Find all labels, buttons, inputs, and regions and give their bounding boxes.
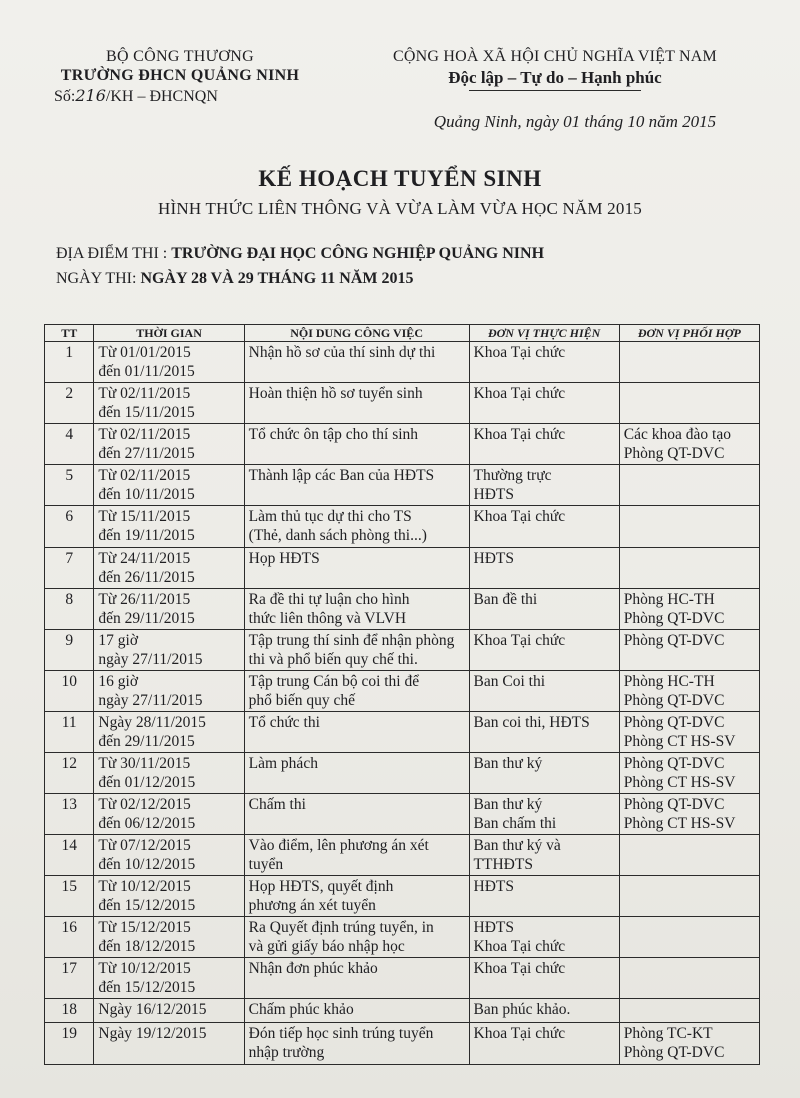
cell-time-line-2: đến 27/11/2015 [98,445,195,462]
cell-unit-line-1: Ban đề thi [473,591,538,608]
cell-time-line-1: Ngày 16/12/2015 [98,1001,207,1018]
cell-unit [469,794,619,835]
table-row [45,630,760,671]
cell-task-line-2: nhập trường [248,1044,325,1061]
cell-coop [619,383,759,424]
document-number [40,86,320,106]
cell-task-line-2: và gửi giấy báo nhập học [248,938,405,955]
cell-unit-line-1: Khoa Tại chức [473,1025,566,1042]
issue-date: Quảng Ninh, ngày 01 tháng 10 năm 2015 [433,112,717,131]
cell-unit-line-1: Khoa Tại chức [473,960,566,977]
cell-task [244,671,469,712]
cell-time-line-1: Từ 02/12/2015 [98,796,191,813]
cell-coop [619,999,759,1023]
cell-coop [619,835,759,876]
cell-tt-line-1: 2 [65,385,74,402]
cell-time-line-2: đến 15/12/2015 [98,897,196,914]
table-row [45,1023,760,1065]
document-subtitle: HÌNH THỨC LIÊN THÔNG VÀ VỪA LÀM VỪA HỌC NĂM 2015 [158,199,642,218]
cell-task [244,589,469,630]
cell-task [244,383,469,424]
cell-tt [45,630,94,671]
cell-task-line-2: phổ biến quy chế [248,692,355,709]
cell-tt [45,465,94,506]
cell-coop-line-1: Phòng HC-TH [623,673,715,690]
cell-unit [469,506,619,548]
cell-coop [619,342,759,383]
cell-coop-line-1: Phòng QT-DVC [623,796,725,813]
cell-task-line-1: Chấm thi [248,796,306,813]
cell-time-line-1: Từ 02/11/2015 [98,426,191,443]
cell-time-line-2: ngày 27/11/2015 [98,651,203,668]
cell-task-line-1: Ra Quyết định trúng tuyển, in [248,919,434,936]
table-row [45,753,760,794]
header-unit: ĐƠN VỊ THỰC HIỆN [469,325,619,342]
cell-tt [45,958,94,999]
cell-time-line-2: đến 29/11/2015 [98,610,195,627]
cell-unit-line-1: Khoa Tại chức [473,344,566,361]
cell-tt [45,671,94,712]
cell-task-line-1: Tổ chức ôn tập cho thí sinh [248,426,419,443]
table-row [45,671,760,712]
cell-tt-line-1: 14 [61,837,77,854]
cell-coop-line-2: Phòng QT-DVC [623,692,725,709]
cell-tt [45,712,94,753]
cell-task [244,630,469,671]
cell-time-line-2: đến 18/12/2015 [98,938,196,955]
cell-tt-line-1: 1 [65,344,74,361]
national-header [340,48,770,91]
cell-time [94,383,244,424]
cell-task-line-2: thi và phổ biến quy chế thi. [248,651,418,668]
cell-task-line-1: Tổ chức thi [248,714,320,731]
cell-tt [45,753,94,794]
table-row [45,342,760,383]
cell-time-line-2: đến 29/11/2015 [98,733,195,750]
cell-time-line-1: Từ 15/11/2015 [98,508,191,525]
cell-task-line-1: Ra đề thi tự luận cho hình [248,591,410,608]
cell-task-line-1: Làm phách [248,755,318,772]
cell-task-line-1: Nhận hồ sơ của thí sinh dự thi [248,344,436,361]
cell-tt-line-1: 8 [65,591,74,608]
cell-coop [619,1023,759,1065]
cell-time-line-2: đến 06/12/2015 [98,815,196,832]
cell-tt [45,794,94,835]
country-name: CỘNG HOÀ XÃ HỘI CHỦ NGHĨA VIỆT NAM [393,48,717,65]
table-row [45,506,760,548]
cell-coop [619,917,759,958]
cell-task [244,712,469,753]
cell-unit-line-2: Ban chấm thi [473,815,557,832]
cell-time-line-2: đến 10/11/2015 [98,486,195,503]
cell-coop-line-2: Phòng QT-DVC [623,1044,725,1061]
cell-time-line-1: Ngày 28/11/2015 [98,714,206,731]
cell-unit [469,589,619,630]
cell-time [94,1023,244,1065]
cell-task-line-1: Nhận đơn phúc khảo [248,960,378,977]
cell-unit [469,753,619,794]
cell-tt-line-1: 10 [61,673,77,690]
cell-coop-line-2: Phòng CT HS-SV [623,733,736,750]
cell-unit-line-1: HĐTS [473,919,515,936]
cell-tt [45,835,94,876]
cell-coop-line-2: Phòng CT HS-SV [623,815,736,832]
cell-tt [45,999,94,1023]
cell-unit-line-1: Khoa Tại chức [473,508,566,525]
cell-task [244,753,469,794]
header-coop: ĐƠN VỊ PHỐI HỢP [619,325,759,342]
cell-time-line-1: Từ 07/12/2015 [98,837,191,854]
cell-coop [619,548,759,589]
cell-unit-line-1: Ban Coi thi [473,673,546,690]
cell-coop [619,465,759,506]
issuer-block [40,48,320,106]
table-row [45,465,760,506]
motto-underline [469,90,641,91]
table-row [45,589,760,630]
cell-tt [45,917,94,958]
cell-unit [469,917,619,958]
table-row [45,917,760,958]
doc-number-handwritten: 216 [75,86,106,105]
cell-time [94,548,244,589]
cell-task-line-1: Thành lập các Ban của HĐTS [248,467,435,484]
header-time: THỜI GIAN [94,325,244,342]
table-row [45,794,760,835]
cell-coop [619,424,759,465]
cell-task-line-1: Làm thủ tục dự thi cho TS [248,508,412,525]
cell-time [94,999,244,1023]
cell-time-line-1: Từ 02/11/2015 [98,385,191,402]
cell-task-line-1: Tập trung thí sinh để nhận phòng [248,632,455,649]
cell-unit [469,342,619,383]
cell-coop-line-2: Phòng QT-DVC [623,445,725,462]
cell-unit-line-1: Ban thư ký [473,796,543,813]
exam-place [56,245,544,263]
cell-time-line-1: Từ 02/11/2015 [98,467,191,484]
table-row [45,383,760,424]
cell-time-line-1: Ngày 19/12/2015 [98,1025,207,1042]
cell-time-line-1: Từ 10/12/2015 [98,878,191,895]
cell-unit [469,465,619,506]
cell-coop-line-2: Phòng QT-DVC [623,610,725,627]
cell-unit-line-1: Khoa Tại chức [473,385,566,402]
cell-unit-line-1: Khoa Tại chức [473,426,566,443]
table-header-row [45,325,760,342]
cell-coop-line-1: Phòng QT-DVC [623,632,725,649]
cell-coop [619,958,759,999]
cell-task [244,548,469,589]
cell-unit [469,835,619,876]
header-tt: TT [45,325,94,342]
cell-time-line-1: 17 giờ [98,632,139,649]
table-row [45,958,760,999]
cell-tt-line-1: 7 [65,550,74,567]
cell-time-line-1: Từ 01/01/2015 [98,344,191,361]
cell-tt-line-1: 18 [61,1001,77,1018]
cell-task [244,506,469,548]
cell-task-line-1: Vào điểm, lên phương án xét [248,837,429,854]
cell-coop-line-1: Phòng HC-TH [623,591,715,608]
cell-time [94,342,244,383]
cell-unit-line-1: Khoa Tại chức [473,632,566,649]
cell-time-line-1: Từ 26/11/2015 [98,591,191,608]
cell-tt [45,383,94,424]
table-row [45,999,760,1023]
schedule-table [44,324,760,1065]
cell-task-line-2: thức liên thông và VLVH [248,610,407,627]
cell-coop [619,671,759,712]
cell-unit-line-2: HĐTS [473,486,515,503]
table-body [45,342,760,1065]
cell-task [244,465,469,506]
cell-time [94,712,244,753]
cell-time [94,465,244,506]
cell-unit [469,424,619,465]
cell-time [94,835,244,876]
cell-unit-line-1: Ban coi thi, HĐTS [473,714,590,731]
cell-unit [469,1023,619,1065]
cell-task [244,1023,469,1065]
cell-tt [45,342,94,383]
cell-coop-line-1: Phòng QT-DVC [623,755,725,772]
cell-task-line-1: Đón tiếp học sinh trúng tuyển [248,1025,434,1042]
cell-time-line-1: Từ 10/12/2015 [98,960,191,977]
cell-unit-line-1: HĐTS [473,550,515,567]
cell-unit [469,958,619,999]
cell-task-line-2: tuyển [248,856,284,873]
cell-unit [469,630,619,671]
cell-tt [45,506,94,548]
cell-time [94,424,244,465]
cell-task [244,342,469,383]
exam-date-label: NGÀY THI: [56,270,137,287]
cell-unit [469,712,619,753]
exam-date [56,270,413,288]
cell-coop [619,589,759,630]
header-task: NỘI DUNG CÔNG VIỆC [244,325,469,342]
cell-unit [469,671,619,712]
cell-time [94,589,244,630]
cell-time [94,876,244,917]
cell-task [244,876,469,917]
cell-time-line-2: đến 10/12/2015 [98,856,196,873]
cell-tt-line-1: 19 [61,1025,77,1042]
cell-task [244,999,469,1023]
cell-coop-line-2: Phòng CT HS-SV [623,774,736,791]
cell-unit-line-1: Ban thư ký và [473,837,561,854]
cell-tt-line-1: 12 [61,755,77,772]
cell-coop [619,506,759,548]
cell-tt [45,548,94,589]
cell-time-line-2: đến 15/11/2015 [98,404,195,421]
doc-number-prefix: Số: [54,88,76,105]
cell-tt-line-1: 4 [65,426,74,443]
cell-tt-line-1: 13 [61,796,77,813]
cell-unit-line-2: TTHĐTS [473,856,533,873]
cell-coop [619,630,759,671]
school-name: TRƯỜNG ĐHCN QUẢNG NINH [60,67,300,84]
cell-task [244,794,469,835]
exam-place-label: ĐỊA ĐIỂM THI : [56,245,168,262]
table-row [45,835,760,876]
cell-tt-line-1: 17 [61,960,77,977]
cell-unit-line-1: Ban phúc khảo. [473,1001,571,1018]
exam-place-value: TRƯỜNG ĐẠI HỌC CÔNG NGHIỆP QUẢNG NINH [171,245,545,262]
cell-task-line-1: Chấm phúc khảo [248,1001,354,1018]
cell-task [244,958,469,999]
cell-tt [45,589,94,630]
document-title: KẾ HOẠCH TUYỂN SINH [258,166,542,191]
cell-task-line-2: phương án xét tuyển [248,897,376,914]
cell-tt-line-1: 6 [65,508,74,525]
cell-tt-line-1: 16 [61,919,77,936]
cell-tt-line-1: 11 [61,714,77,731]
cell-unit-line-1: HĐTS [473,878,515,895]
cell-unit [469,876,619,917]
cell-task [244,835,469,876]
cell-tt [45,1023,94,1065]
exam-date-value: NGÀY 28 VÀ 29 THÁNG 11 NĂM 2015 [140,270,414,287]
cell-task-line-2: (Thẻ, danh sách phòng thi...) [248,527,427,544]
cell-unit-line-1: Thường trực [473,467,552,484]
cell-time-line-2: ngày 27/11/2015 [98,692,203,709]
cell-time-line-2: đến 01/11/2015 [98,363,195,380]
cell-tt [45,876,94,917]
cell-time [94,917,244,958]
cell-unit-line-2: Khoa Tại chức [473,938,566,955]
cell-coop [619,712,759,753]
cell-tt-line-1: 5 [65,467,74,484]
cell-unit [469,548,619,589]
cell-time [94,671,244,712]
cell-time [94,958,244,999]
cell-task-line-1: Hoàn thiện hồ sơ tuyển sinh [248,385,423,402]
cell-tt [45,424,94,465]
cell-task-line-1: Họp HĐTS [248,550,320,567]
cell-tt-line-1: 9 [65,632,74,649]
cell-coop-line-1: Phòng TC-KT [623,1025,713,1042]
cell-time [94,794,244,835]
cell-time-line-1: Từ 30/11/2015 [98,755,191,772]
cell-time-line-1: Từ 15/12/2015 [98,919,191,936]
cell-coop-line-1: Phòng QT-DVC [623,714,725,731]
cell-task [244,917,469,958]
cell-time-line-2: đến 15/12/2015 [98,979,196,996]
cell-tt-line-1: 15 [61,878,77,895]
cell-task-line-1: Tập trung Cán bộ coi thi để [248,673,420,690]
cell-unit [469,999,619,1023]
cell-time [94,506,244,548]
ministry-name: BỘ CÔNG THƯƠNG [106,48,254,65]
cell-time-line-1: 16 giờ [98,673,139,690]
cell-task-line-1: Họp HĐTS, quyết định [248,878,394,895]
table-row [45,712,760,753]
doc-number-suffix: /KH – ĐHCNQN [105,88,218,105]
table-row [45,424,760,465]
cell-coop-line-1: Các khoa đào tạo [623,426,731,443]
cell-time [94,630,244,671]
cell-time-line-2: đến 19/11/2015 [98,527,195,544]
cell-coop [619,876,759,917]
national-motto: Độc lập – Tự do – Hạnh phúc [448,68,662,87]
cell-task [244,424,469,465]
cell-time-line-2: đến 01/12/2015 [98,774,196,791]
cell-time [94,753,244,794]
cell-coop [619,753,759,794]
cell-unit [469,383,619,424]
cell-time-line-1: Từ 24/11/2015 [98,550,191,567]
cell-unit-line-1: Ban thư ký [473,755,543,772]
table-row [45,876,760,917]
cell-coop [619,794,759,835]
cell-time-line-2: đến 26/11/2015 [98,569,195,586]
table-row [45,548,760,589]
